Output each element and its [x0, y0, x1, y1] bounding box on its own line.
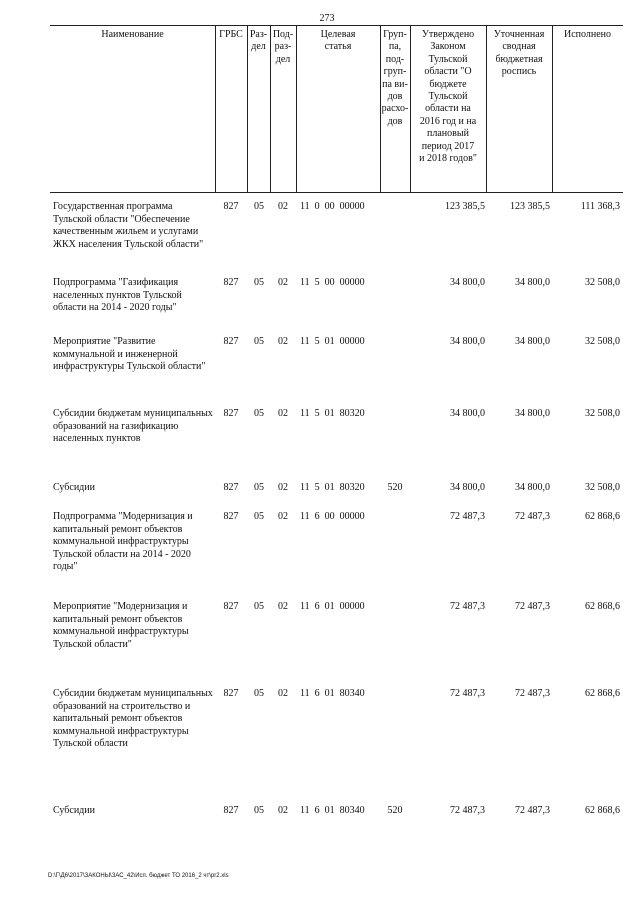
row-executed: 111 368,3 [580, 201, 620, 212]
file-path-footer: D:\Г\Д6\2017\ЗАКОНЫ\ЗАС_42\Исп. бюджет ТО 2016_2 чт\pr2.xls [48, 873, 229, 879]
row-specified: 72 487,3 [515, 601, 550, 612]
row-name: Субсидии бюджетам муниципальных образований на газификацию населенных пунктов [53, 408, 213, 445]
row-name: Подпрограмма "Модернизация и капитальный ремонт объектов коммунальной инфраструктуры Тульской области на 2014 - 2020 годы" [53, 511, 193, 573]
row-executed: 62 868,6 [585, 688, 620, 699]
header-podrazdel: Под- раз- дел [272, 29, 294, 65]
row-podrazdel: 02 [278, 482, 288, 493]
row-name: Субсидии [53, 482, 95, 493]
row-podrazdel: 02 [278, 201, 288, 212]
row-specified: 123 385,5 [510, 201, 550, 212]
row-executed: 32 508,0 [585, 336, 620, 347]
row-razdel: 05 [254, 805, 264, 816]
row-specified: 72 487,3 [515, 688, 550, 699]
row-specified: 72 487,3 [515, 805, 550, 816]
row-razdel: 05 [254, 336, 264, 347]
row-executed: 62 868,6 [585, 601, 620, 612]
header-grbs: ГРБС [219, 29, 243, 40]
table-header [50, 25, 623, 193]
row-target: 11 6 01 00000 [300, 601, 365, 612]
row-target: 11 5 01 00000 [300, 336, 365, 347]
row-grbs: 827 [223, 511, 239, 522]
row-target: 11 0 00 00000 [300, 201, 365, 212]
row-grbs: 827 [223, 482, 239, 493]
row-grbs: 827 [223, 336, 239, 347]
row-grbs: 827 [223, 201, 239, 212]
row-name: Мероприятие "Развитие коммунальной и инженерной инфраструктуры Тульской области" [53, 336, 206, 373]
row-executed: 32 508,0 [585, 482, 620, 493]
row-executed: 62 868,6 [585, 805, 620, 816]
row-razdel: 05 [254, 277, 264, 288]
row-name: Субсидии бюджетам муниципальных образований на строительство и капитальный ремонт объектов коммунальной инфраструктуры Тульской области [53, 688, 213, 750]
row-razdel: 05 [254, 201, 264, 212]
row-razdel: 05 [254, 511, 264, 522]
row-approved: 72 487,3 [450, 601, 485, 612]
row-podrazdel: 02 [278, 277, 288, 288]
row-approved: 34 800,0 [450, 336, 485, 347]
row-podrazdel: 02 [278, 408, 288, 419]
row-target: 11 6 00 00000 [300, 511, 365, 522]
row-executed: 32 508,0 [585, 277, 620, 288]
row-vid: 520 [387, 482, 403, 493]
row-grbs: 827 [223, 601, 239, 612]
row-target: 11 6 01 80340 [300, 805, 365, 816]
row-specified: 34 800,0 [515, 277, 550, 288]
row-name: Государственная программа Тульской области "Обеспечение качественным жильем и услугами ЖКХ населения Тульской области" [53, 201, 204, 250]
row-name: Субсидии [53, 805, 95, 816]
row-podrazdel: 02 [278, 336, 288, 347]
row-approved: 72 487,3 [450, 688, 485, 699]
row-podrazdel: 02 [278, 601, 288, 612]
header-target: Целевая статья [320, 29, 356, 53]
row-grbs: 827 [223, 408, 239, 419]
header-vid: Груп- па, под- груп- па ви- дов расхо- дов [381, 29, 409, 127]
header-name: Наименование [101, 29, 164, 40]
header-razdel: Раз- дел [249, 29, 268, 53]
row-approved: 34 800,0 [450, 277, 485, 288]
row-approved: 72 487,3 [450, 805, 485, 816]
row-specified: 72 487,3 [515, 511, 550, 522]
row-target: 11 6 01 80340 [300, 688, 365, 699]
row-grbs: 827 [223, 277, 239, 288]
row-podrazdel: 02 [278, 511, 288, 522]
row-razdel: 05 [254, 601, 264, 612]
row-vid: 520 [387, 805, 403, 816]
row-target: 11 5 00 00000 [300, 277, 365, 288]
row-podrazdel: 02 [278, 688, 288, 699]
row-executed: 32 508,0 [585, 408, 620, 419]
row-approved: 123 385,5 [445, 201, 485, 212]
row-approved: 72 487,3 [450, 511, 485, 522]
header-executed: Исполнено [563, 29, 611, 40]
row-executed: 62 868,6 [585, 511, 620, 522]
row-name: Подпрограмма "Газификация населенных пунктов Тульской области на 2014 - 2020 годы" [53, 277, 182, 314]
row-specified: 34 800,0 [515, 482, 550, 493]
row-specified: 34 800,0 [515, 336, 550, 347]
row-razdel: 05 [254, 688, 264, 699]
row-podrazdel: 02 [278, 805, 288, 816]
row-approved: 34 800,0 [450, 408, 485, 419]
row-target: 11 5 01 80320 [300, 408, 365, 419]
header-specified: Уточненная сводная бюджетная роспись [493, 29, 545, 78]
page-number: 273 [319, 13, 335, 24]
row-specified: 34 800,0 [515, 408, 550, 419]
row-grbs: 827 [223, 805, 239, 816]
row-name: Мероприятие "Модернизация и капитальный ремонт объектов коммунальной инфраструктуры Тульской области" [53, 601, 189, 650]
row-target: 11 5 01 80320 [300, 482, 365, 493]
row-grbs: 827 [223, 688, 239, 699]
row-approved: 34 800,0 [450, 482, 485, 493]
row-razdel: 05 [254, 408, 264, 419]
header-approved: Утверждено Законом Тульской области "О бюджете Тульской области на 2016 год и на плановый период 2017 и 2018 годов" [419, 29, 477, 165]
row-razdel: 05 [254, 482, 264, 493]
